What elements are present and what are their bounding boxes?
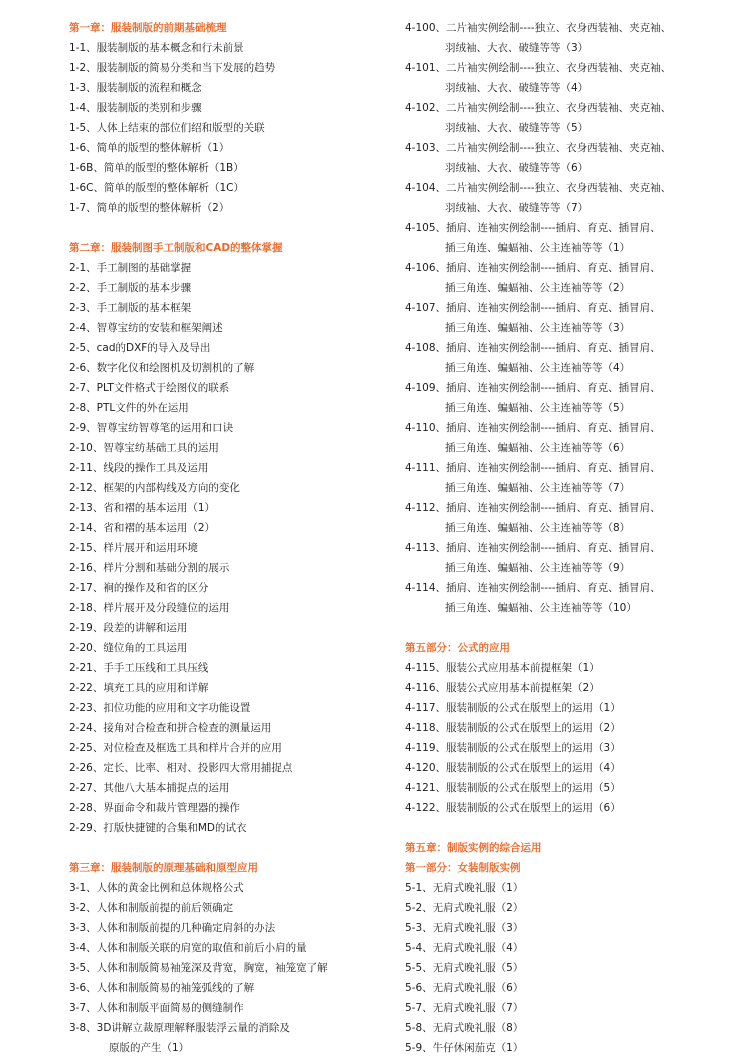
toc-entry: 3-3、人体和制版前提的几种确定肩斜的办法 [69,922,276,934]
toc-entry: 4-102、二片袖实例绘制----独立、衣身西装袖、夹克袖、 [405,102,672,114]
spacer [69,218,389,238]
toc-entry-continuation: 插三角连、蝙蝠袖、公主连袖等等（9） [445,562,631,574]
toc-entry: 2-7、PLT文件格式于绘图仪的联系 [69,382,230,394]
toc-entry: 1-7、简单的版型的整体解析（2） [69,202,230,214]
toc-entry: 4-113、插肩、连袖实例绘制----插肩、育克、插冒肩、 [405,542,661,554]
toc-entry: 2-2、手工制版的基本步骤 [69,282,192,294]
toc-entry: 2-22、填充工具的应用和详解 [69,682,209,694]
right-column [405,18,727,1058]
toc-entry-continuation: 插三角连、蝙蝠袖、公主连袖等等（7） [445,482,631,494]
toc-entry: 4-122、服装制版的公式在版型上的运用（6） [405,802,621,814]
toc-entry: 4-106、插肩、连袖实例绘制----插肩、育克、插冒肩、 [405,262,661,274]
section-heading: 第三章：服装制版的原理基础和原型应用 [69,862,258,874]
toc-entry: 4-108、插肩、连袖实例绘制----插肩、育克、插冒肩、 [405,342,661,354]
toc-entry: 2-19、段差的讲解和运用 [69,622,188,634]
toc-entry: 1-1、服装制版的基本概念和行未前景 [69,42,244,54]
toc-entry: 4-105、插肩、连袖实例绘制----插肩、育克、插冒肩、 [405,222,661,234]
toc-entry: 1-4、服装制版的类别和步骤 [69,102,202,114]
toc-entry: 4-115、服装公式应用基本前提框架（1） [405,662,600,674]
toc-entry: 1-5、人体上结束的部位们绍和版型的关联 [69,122,265,134]
spacer [405,618,727,638]
toc-entry: 4-107、插肩、连袖实例绘制----插肩、育克、插冒肩、 [405,302,661,314]
toc-entry: 2-1、手工制图的基础掌握 [69,262,192,274]
toc-entry-continuation: 插三角连、蝙蝠袖、公主连袖等等（6） [445,442,631,454]
toc-entry-continuation: 插三角连、蝙蝠袖、公主连袖等等（10） [445,602,637,614]
toc-entry: 2-8、PTL文件的外在运用 [69,402,189,414]
toc-entry-continuation: 羽绒袖、大衣、破缝等等（7） [445,202,589,214]
toc-entry: 2-28、界面命令和裁片管理器的操作 [69,802,240,814]
toc-entry: 2-13、省和褶的基本运用（1） [69,502,216,514]
toc-entry: 4-111、插肩、连袖实例绘制----插肩、育克、插冒肩、 [405,462,661,474]
section-heading: 第二章：服装制图手工制版和CAD的整体掌握 [69,242,283,254]
toc-entry: 5-9、牛仔休闲茄克（1） [405,1042,524,1054]
toc-entry: 2-9、智尊宝纺智尊笔的运用和口诀 [69,422,234,434]
toc-entry: 4-116、服装公式应用基本前提框架（2） [405,682,600,694]
toc-entry-continuation: 插三角连、蝙蝠袖、公主连袖等等（8） [445,522,631,534]
toc-entry: 4-117、服装制版的公式在版型上的运用（1） [405,702,621,714]
toc-entry: 4-104、二片袖实例绘制----独立、衣身西装袖、夹克袖、 [405,182,672,194]
toc-entry: 2-4、智尊宝纺的安装和框架阐述 [69,322,223,334]
toc-entry: 4-103、二片袖实例绘制----独立、衣身西装袖、夹克袖、 [405,142,672,154]
spacer [405,818,727,838]
toc-entry: 1-6B、简单的版型的整体解析（1B） [69,162,244,174]
toc-entry: 3-6、人体和制版简易的袖笼弧线的了解 [69,982,255,994]
toc-entry: 5-7、无肩式晚礼服（7） [405,1002,524,1014]
toc-entry: 5-3、无肩式晚礼服（3） [405,922,524,934]
toc-entry: 2-10、智尊宝纺基础工具的运用 [69,442,219,454]
toc-entry: 4-114、插肩、连袖实例绘制----插肩、育克、插冒肩、 [405,582,661,594]
toc-entry-continuation: 羽绒袖、大衣、破缝等等（6） [445,162,589,174]
toc-entry: 4-110、插肩、连袖实例绘制----插肩、育克、插冒肩、 [405,422,661,434]
toc-entry: 2-29、打版快捷键的合集和MD的试衣 [69,822,247,834]
toc-entry-continuation: 原版的产生（1） [109,1042,190,1054]
toc-entry: 4-109、插肩、连袖实例绘制----插肩、育克、插冒肩、 [405,382,661,394]
toc-entry: 2-14、省和褶的基本运用（2） [69,522,216,534]
toc-entry-continuation: 插三角连、蝙蝠袖、公主连袖等等（5） [445,402,631,414]
toc-entry: 2-16、样片分割和基础分割的展示 [69,562,230,574]
toc-entry: 1-6C、简单的版型的整体解析（1C） [69,182,244,194]
toc-entry: 2-26、定长、比率、相对、投影四大常用捕捉点 [69,762,293,774]
toc-entry: 2-12、框架的内部构线及方向的变化 [69,482,240,494]
toc-entry: 3-5、人体和制版简易袖笼深及背宽，胸宽，袖笼宽了解 [69,962,328,974]
toc-entry: 4-101、二片袖实例绘制----独立、衣身西装袖、夹克袖、 [405,62,672,74]
left-column [69,18,389,1058]
toc-entry: 2-5、cad的DXF的导入及导出 [69,342,211,354]
toc-entry-continuation: 羽绒袖、大衣、破缝等等（3） [445,42,589,54]
section-heading: 第一章：服装制版的前期基础梳理 [69,22,227,34]
toc-entry: 4-112、插肩、连袖实例绘制----插肩、育克、插冒肩、 [405,502,661,514]
toc-entry-continuation: 羽绒袖、大衣、破缝等等（5） [445,122,589,134]
toc-entry: 5-2、无肩式晚礼服（2） [405,902,524,914]
toc-entry-continuation: 羽绒袖、大衣、破缝等等（4） [445,82,589,94]
toc-entry: 1-2、服装制版的简易分类和当下发展的趋势 [69,62,276,74]
toc-entry: 3-4、人体和制版关联的肩宽的取值和前后小肩的量 [69,942,307,954]
toc-entry: 5-8、无肩式晚礼服（8） [405,1022,524,1034]
toc-entry: 4-119、服装制版的公式在版型上的运用（3） [405,742,621,754]
toc-entry: 2-17、裥的操作及和省的区分 [69,582,209,594]
toc-entry: 4-118、服装制版的公式在版型上的运用（2） [405,722,621,734]
toc-entry: 3-7、人体和制版平面简易的侧缝制作 [69,1002,244,1014]
toc-entry: 2-15、样片展开和运用环境 [69,542,198,554]
toc-entry: 5-5、无肩式晚礼服（5） [405,962,524,974]
section-heading: 第一部分：女装制版实例 [405,862,521,874]
toc-entry: 3-2、人体和制版前提的前后领确定 [69,902,234,914]
toc-entry: 2-11、线段的操作工具及运用 [69,462,209,474]
toc-entry: 1-6、简单的版型的整体解析（1） [69,142,230,154]
toc-entry: 3-8、3D讲解立裁原理解释服装浮云量的消除及 [69,1022,290,1034]
toc-entry: 1-3、服装制版的流程和概念 [69,82,202,94]
toc-entry: 4-121、服装制版的公式在版型上的运用（5） [405,782,621,794]
toc-entry: 2-24、接角对合检查和拼合检查的测量运用 [69,722,272,734]
toc-entry: 2-3、手工制版的基本框架 [69,302,192,314]
toc-entry: 5-1、无肩式晚礼服（1） [405,882,524,894]
toc-entry: 2-21、手手工压线和工具压线 [69,662,209,674]
toc-entry: 5-4、无肩式晚礼服（4） [405,942,524,954]
toc-entry: 2-6、数字化仪和绘图机及切割机的了解 [69,362,255,374]
toc-entry: 2-25、对位检查及框选工具和样片合并的应用 [69,742,282,754]
toc-entry: 2-20、缝位角的工具运用 [69,642,188,654]
toc-entry: 5-6、无肩式晚礼服（6） [405,982,524,994]
toc-entry-continuation: 插三角连、蝙蝠袖、公主连袖等等（2） [445,282,631,294]
spacer [69,838,389,858]
toc-entry: 3-1、人体的黄金比例和总体规格公式 [69,882,244,894]
section-heading: 第五部分：公式的应用 [405,642,510,654]
toc-entry: 2-23、扣位功能的应用和文字功能设置 [69,702,251,714]
toc-entry-continuation: 插三角连、蝙蝠袖、公主连袖等等（1） [445,242,631,254]
toc-entry: 4-120、服装制版的公式在版型上的运用（4） [405,762,621,774]
toc-entry-continuation: 插三角连、蝙蝠袖、公主连袖等等（3） [445,322,631,334]
toc-entry-continuation: 插三角连、蝙蝠袖、公主连袖等等（4） [445,362,631,374]
toc-entry: 2-18、样片展开及分段缝位的运用 [69,602,230,614]
toc-entry: 2-27、其他八大基本捕捉点的运用 [69,782,230,794]
section-heading: 第五章：制版实例的综合运用 [405,842,542,854]
toc-entry: 4-100、二片袖实例绘制----独立、衣身西装袖、夹克袖、 [405,22,672,34]
